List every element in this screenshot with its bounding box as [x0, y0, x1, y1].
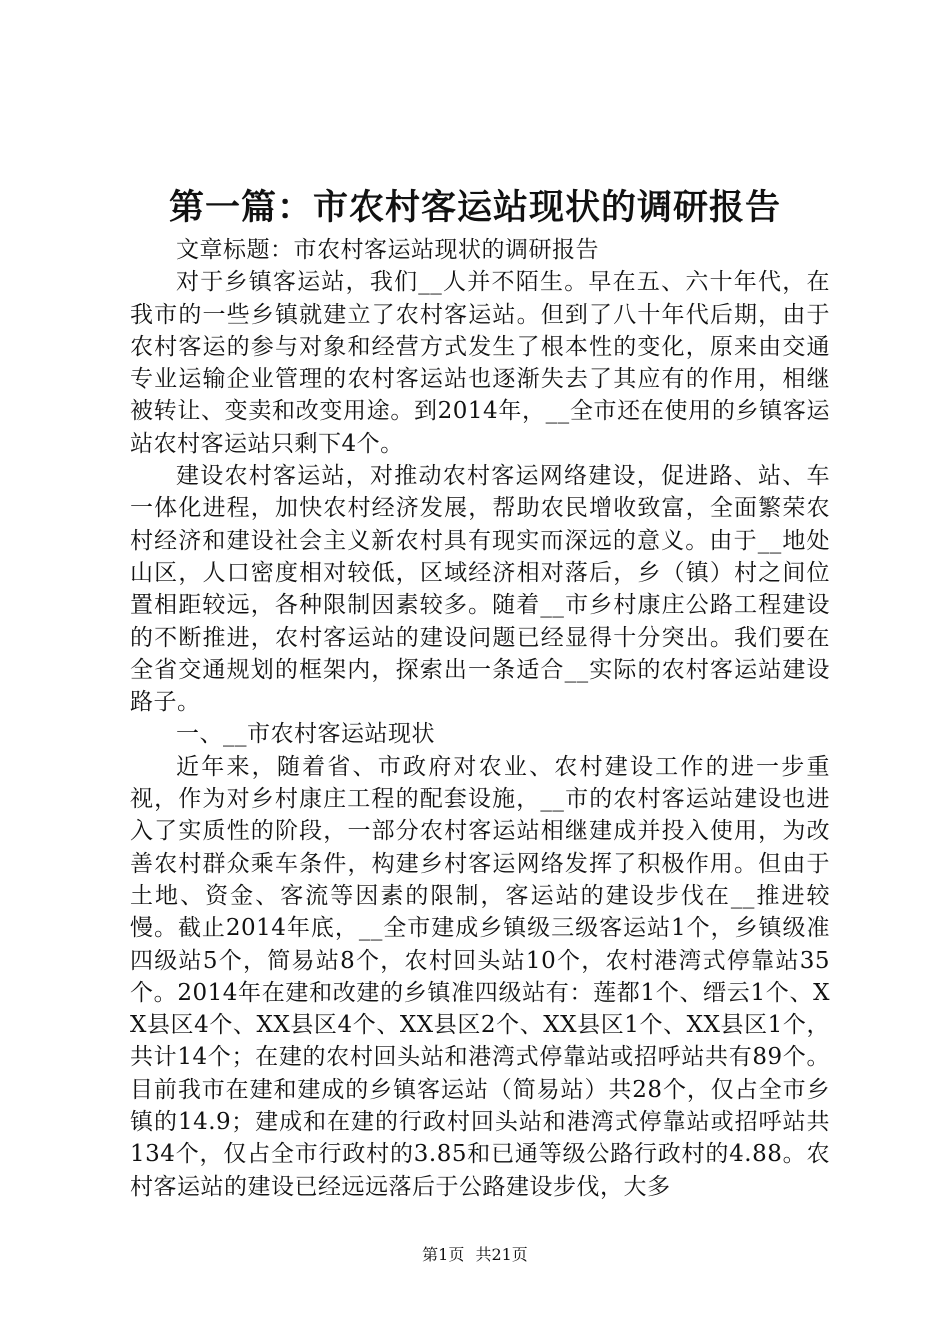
document-title: 第一篇：市农村客运站现状的调研报告 — [168, 187, 781, 228]
paragraph-intro: 对于乡镇客运站，我们__人并不陌生。早在五、六十年代，在我市的一些乡镇就建立了农村客运站。但到了八十年代后期，由于农村客运的参与对象和经营方式发生了根本性的变化，原来由交通专业运输企业管理的农村客运站也逐渐失去了其应有的作用，相继被转让、变卖和改变用途。到2014年，__全市还在使用的乡镇客运站农村客运站只剩下4个。 — [130, 269, 830, 457]
section-heading-status: 一、__市农村客运站现状 — [176, 721, 435, 748]
page-footer: 第1页 共21页 — [422, 1245, 528, 1264]
paragraph-status: 近年来，随着省、市政府对农业、农村建设工作的进一步重视，作为对乡村康庄工程的配套设施，__市的农村客运站建设也进入了实质性的阶段，一部分农村客运站相继建成并投入使用，为改善农村群众乘车条件，构建乡村客运网络发挥了积极作用。但由于土地、资金、客流等因素的限制，客运站的建设步伐在__推进较慢。截止2014年底，__全市建成乡镇级三级客运站1个，乡镇级准四级站5个，简易站8个，农村回头站10个，农村港湾式停靠站35个。2014年在建和改建的乡镇准四级站有：莲都1个、缙云1个、XX县区4个、XX县区4个、XX县区2个、XX县区1个、XX县区1个，共计14个；在建的农村回头站和港湾式停靠站或招呼站共有89个。目前我市在建和建成的乡镇客运站（简易站）共28个，仅占全市乡镇的14.9；建成和在建的行政村回头站和港湾式停靠站或招呼站共134个，仅占全市行政村的3.85和已通等级公路行政村的4.88。农村客运站的建设已经远远落后于公路建设步伐，大多 — [130, 753, 830, 1200]
article-title-line: 文章标题：市农村客运站现状的调研报告 — [176, 237, 599, 263]
paragraph-significance: 建设农村客运站，对推动农村客运网络建设，促进路、站、车一体化进程，加快农村经济发展，帮助农民增收致富，全面繁荣农村经济和建设社会主义新农村具有现实而深远的意义。由于__地处山区，人口密度相对较低，区域经济相对落后，乡（镇）村之间位置相距较远，各种限制因素较多。随着__市乡村康庄公路工程建设的不断推进，农村客运站的建设问题已经显得十分突出。我们要在全省交通规划的框架内，探索出一条适合__实际的农村客运站建设路子。 — [130, 463, 830, 716]
document-body — [130, 234, 830, 1203]
